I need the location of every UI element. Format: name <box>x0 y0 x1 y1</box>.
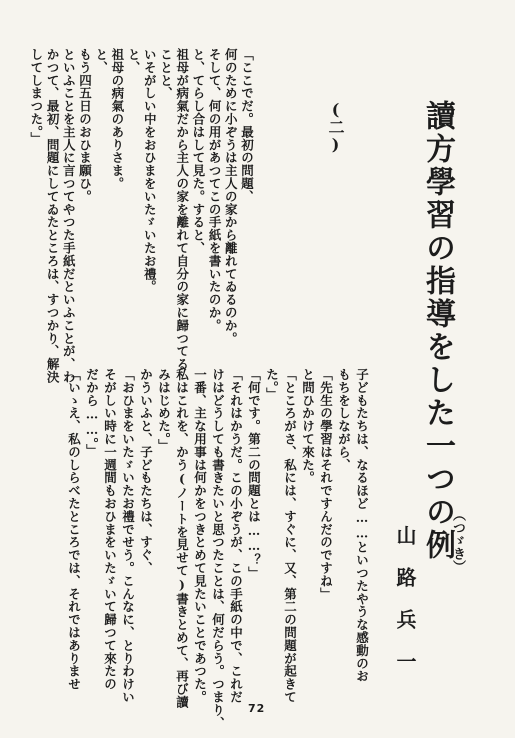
text-column: 祖母の病氣のありさま。 <box>109 48 125 190</box>
page-number: 72 <box>248 702 266 715</box>
text-column: そがしい時に一週間もおひまをいたゞいて歸つて來たの <box>102 368 118 691</box>
text-column: と、てらし合はして見た。すると、 <box>190 48 206 255</box>
text-column: 「それはかうだ。この小ぞうが、この手紙の中で、これだ <box>228 368 244 704</box>
text-column: 「おひまをいたゞいたお禮でせう。こんなに、とりわけい <box>120 368 136 704</box>
text-column: と問ひかけて來た。 <box>300 368 316 485</box>
text-column: 「ところがさ、私には、すぐに、又、第二の問題が起きて <box>282 368 298 704</box>
article-title: 讀方學習の指導をした一つの例 <box>420 100 455 562</box>
text-column: 祖母が病氣だから主人の家を離れて自分の家に歸つてる <box>174 48 190 371</box>
article-subtitle: （つゞき） <box>450 508 465 573</box>
text-column: と、 <box>126 48 142 74</box>
text-column: もう四五日のおひま願ひ。 <box>77 48 93 203</box>
text-column: 「何です。第二の問題とは……？」 <box>246 368 262 580</box>
text-column: といふことを主人に言つてやつた手紙だといふことが、わ <box>61 48 77 384</box>
text-column: と、 <box>93 48 109 74</box>
text-column: けはどうしても書きたいと思つたことは、何だらう。つまり、 <box>210 368 226 730</box>
text-column: そして、何の用があつてこの手紙を書いたのか。 <box>207 48 223 332</box>
text-column: だから……。」 <box>84 368 100 458</box>
section-heading: (二) <box>326 100 345 154</box>
text-column: 何のために小ぞうは主人の家から離れてゐるのか。 <box>223 48 239 345</box>
author-name: 山路兵一 <box>393 525 417 693</box>
text-column: 「いゝえ、私のしらべたところでは、それではありませ <box>66 368 82 691</box>
text-column: 子どもたちは、なるほど……といつたやうな感動のお <box>354 368 370 683</box>
text-column: してしまつた。」 <box>28 48 44 145</box>
text-column: た。」 <box>264 368 280 401</box>
text-column: ことと、 <box>158 48 174 100</box>
text-column: 「ここでだ。最初の問題、 <box>239 48 255 203</box>
text-column: 私はこれを、かう(ノートを見せて)書きとめて、再び讀 <box>174 368 190 709</box>
text-column: 「先生の學習はそれですんだのですね」 <box>318 368 334 601</box>
text-column: 一番、主な用事は何かをつきとめて見たいことであつた。 <box>192 368 208 704</box>
text-column: いそがしい中をおひまをいたゞいたお禮。 <box>142 48 158 294</box>
text-column: みはじめた。」 <box>156 368 172 453</box>
text-column: もちをしながら、 <box>336 368 352 472</box>
text-column: かういふと、子どもたちは、すぐ、 <box>138 368 154 575</box>
text-column: かつて、最初、問題にしてゐたところは、すつかり、解決 <box>45 48 61 384</box>
